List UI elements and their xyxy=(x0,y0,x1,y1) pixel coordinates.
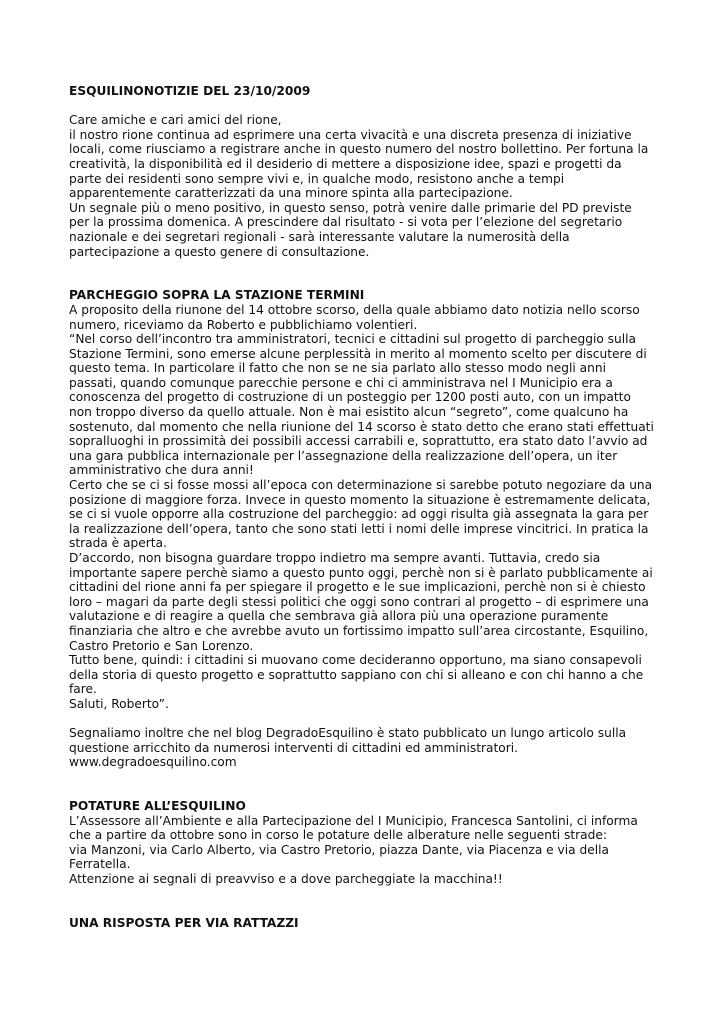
section-title: POTATURE ALL’ESQUILINO xyxy=(69,799,246,814)
section-title: UNA RISPOSTA PER VIA RATTAZZI xyxy=(69,915,299,930)
intro-line: Care amiche e cari amici del rione, xyxy=(69,113,282,128)
document-title: ESQUILINONOTIZIE DEL 23/10/2009 xyxy=(69,84,311,98)
body-line: Certo che se ci si fosse mossi all’epoca con determinazione si sarebbe potuto negoziare da una xyxy=(69,478,653,493)
body-line: una gara pubblica internazionale per l’assegnazione della realizzazione dell’opera, un iter xyxy=(69,448,618,463)
intro-line: apparentemente caratterizzati da una minore spinta alla partecipazione. xyxy=(69,186,513,201)
body-line: cittadini del rione anni fa per spiegare il progetto e le sue implicazioni, perchè non si è chiesto xyxy=(69,580,646,595)
body-line: la realizzazione dell’opera, tanto che sono stati letti i nomi delle imprese vincitrici. In pratica la xyxy=(69,521,649,536)
body-line: non troppo diverso da quello attuale. Non è mai esistito alcun “segreto”, come qualcuno ha xyxy=(69,405,629,420)
body-line: finanziaria che altro e che avrebbe avuto un fortissimo impatto sull’area circostante, Esquilino, xyxy=(69,623,649,638)
intro-line: partecipazione a questo genere di consultazione. xyxy=(69,244,370,259)
body-line: “Nel corso dell’incontro tra amministratori, tecnici e cittadini sul progetto di parcheggio sulla xyxy=(69,332,636,347)
body-line: posizione di maggiore forza. Invece in questo momento la situazione è estremamente delicata, xyxy=(69,492,651,507)
body-line: loro – magari da parte degli stessi politici che oggi sono contrari al progetto – di esprimere una xyxy=(69,594,649,609)
intro-line: nazionale e dei segretari regionali - sarà interessante valutare la numerosità della xyxy=(69,229,570,244)
intro-line: il nostro rione continua ad esprimere una certa vivacità e una discreta presenza di iniziative xyxy=(69,127,632,142)
body-line: che a partire da ottobre sono in corso le potature delle alberature nelle seguenti strade: xyxy=(69,828,607,843)
intro-line: creatività, la disponibilità ed il desiderio di mettere a disposizione idee, spazi e progetti da xyxy=(69,156,622,171)
section-parcheggio xyxy=(69,288,659,770)
body-line: fare. xyxy=(69,682,97,697)
body-line: Ferratella. xyxy=(69,857,131,872)
body-line: Attenzione ai segnali di preavviso e a dove parcheggiate la macchina!! xyxy=(69,872,503,887)
section-title: PARCHEGGIO SOPRA LA STAZIONE TERMINI xyxy=(69,288,365,303)
body-line: D’accordo, non bisogna guardare troppo indietro ma sempre avanti. Tuttavia, credo sia xyxy=(69,551,601,565)
body-line: A proposito della riunone del 14 ottobre scorso, della quale abbiamo dato notizia nello scorso xyxy=(69,302,640,317)
body-line: Castro Pretorio e San Lorenzo. xyxy=(69,638,254,653)
body-line: conoscenza del progetto di costruzione di un posteggio per 1200 posti auto, con un impatto xyxy=(69,390,631,405)
body-line: strada è aperta. xyxy=(69,536,167,551)
body-line: L’Assessore all’Ambiente e alla Partecipazione del I Municipio, Francesca Santolini, ci informa xyxy=(69,813,638,828)
body-line: Saluti, Roberto”. xyxy=(69,696,169,711)
spacer xyxy=(69,259,659,288)
body-line: questo tema. In particolare il fatto che non se ne sia parlato allo stesso modo negli anni xyxy=(69,361,606,376)
body-line: via Manzoni, via Carlo Alberto, via Castro Pretorio, piazza Dante, via Piacenza e via della xyxy=(69,842,609,857)
body-line: della storia di questo progetto e soprattutto sappiano con chi si alleano e con chi hanno a che xyxy=(69,667,644,682)
body-line: passati, quando comunque parecchie persone e chi ci amministrava nel I Municipio era a xyxy=(69,375,613,390)
body-line: importante sapere perchè siamo a questo punto oggi, perchè non si è parlato pubblicamente ai xyxy=(69,565,653,580)
note-line: Segnaliamo inoltre che nel blog DegradoEsquilino è stato pubblicato un lungo articolo sulla xyxy=(69,726,627,741)
section-rattazzi xyxy=(69,916,659,931)
body-line: Stazione Termini, sono emerse alcune perplessità in merito al momento scelto per discutere di xyxy=(69,346,647,361)
note-line: questione arricchito da numerosi interventi di cittadini ed amministratori. xyxy=(69,740,519,755)
body-line: Tutto bene, quindi: i cittadini si muovano come decideranno opportuno, ma siano consapevoli xyxy=(69,653,642,668)
spacer xyxy=(69,712,659,727)
intro-line: Un segnale più o meno positivo, in questo senso, potrà venire dalle primarie del PD previste xyxy=(69,200,632,215)
spacer xyxy=(69,770,659,799)
body-line: sostenuto, dal momento che nella riunione del 14 scorso è stato detto che erano stati effettuati xyxy=(69,419,654,434)
body-line: amministrativo che dura anni! xyxy=(69,463,254,478)
body-line: valutazione e di reagire a quella che sembrava già allora più una operazione puramente xyxy=(69,609,609,624)
intro-line: locali, come riusciamo a registrare anche in questo numero del nostro bollettino. Per fortuna la xyxy=(69,142,649,157)
spacer xyxy=(69,887,659,916)
intro-paragraph xyxy=(69,113,659,259)
blog-link[interactable]: www.degradoesquilino.com xyxy=(69,755,237,770)
intro-line: parte dei residenti sono sempre vivi e, in qualche modo, resistono anche a tempi xyxy=(69,171,565,186)
document-page xyxy=(69,84,659,930)
body-line: se ci si vuole opporre alla costruzione del parcheggio: ad oggi risulta già assegnata la gara per xyxy=(69,507,649,522)
section-potature xyxy=(69,799,659,887)
spacer xyxy=(69,99,659,114)
intro-line: per la prossima domenica. A prescindere dal risultato - si vota per l’elezione del segretario xyxy=(69,215,623,230)
body-line: numero, riceviamo da Roberto e pubblichiamo volentieri. xyxy=(69,317,418,332)
body-line: sopralluoghi in prossimità dei possibili accessi carrabili e, soprattutto, era stato dato l’avvio ad xyxy=(69,434,648,449)
